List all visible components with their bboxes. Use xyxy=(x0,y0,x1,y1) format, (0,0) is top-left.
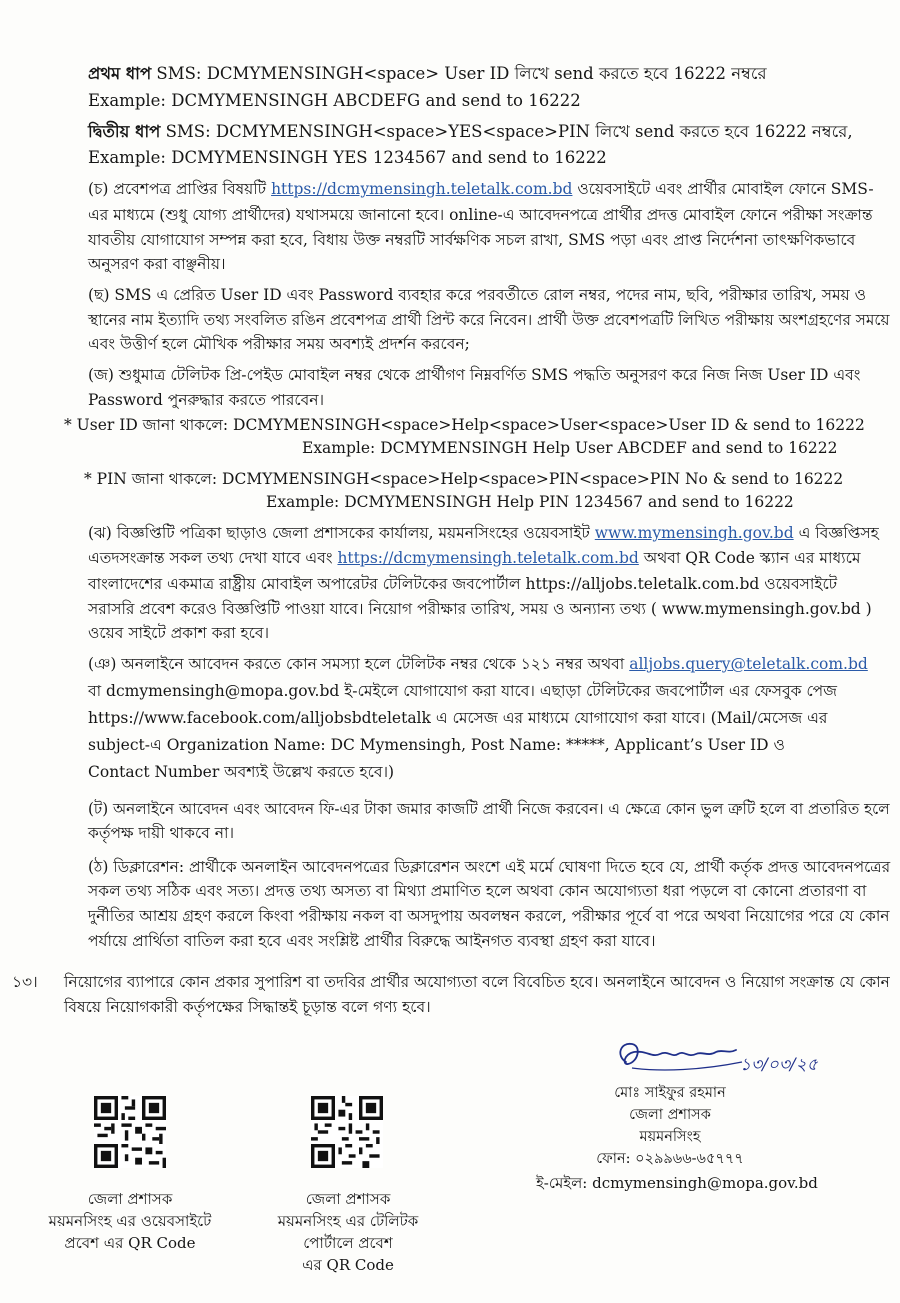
para-tha-line1: (ঠ) ডিক্লারেশন: প্রার্থীকে অনলাইন আবেদনপত্রের ডিক্লারেশন অংশে এই মর্মে ঘোষণা দিতে হবে যে, প্রার্থী কর্তৃক প্রদত্ত আবেদনপত্রের xyxy=(88,858,891,876)
qr2-caption-line3: পোর্টালে প্রবেশ xyxy=(303,1234,393,1252)
qr1-caption-line1: জেলা প্রশাসক xyxy=(87,1190,173,1208)
para-ta-line1: (ট) অনলাইনে আবেদন এবং আবেদন ফি-এর টাকা জমার কাজটি প্রার্থী নিজে করবেন। এ ক্ষেত্রে কোন ভুল ত্রুটি হলে বা প্রতারিত হলে xyxy=(88,800,890,818)
qr-code-teletalk-icon xyxy=(311,1096,383,1168)
step2-example: Example: DCMYMENSINGH YES 1234567 and send to 16222 xyxy=(88,148,607,167)
para-chha-line1: (ছ) SMS এ প্রেরিত User ID এবং Password ব্যবহার করে পরবর্তীতে রোল নম্বর, পদের নাম, ছবি, পরীক্ষার তারিখ, সময় ও xyxy=(88,286,867,304)
para-chha-line3: এবং উত্তীর্ণ হলে মৌখিক পরীক্ষার সময় অবশ্যই প্রদর্শন করবেন; xyxy=(88,335,470,353)
step1-text: SMS: DCMYMENSINGH<space> User ID লিখে send করতে হবে 16222 নম্বরে xyxy=(151,64,767,83)
qr2-caption-line4: এর QR Code xyxy=(302,1256,394,1274)
qr1-caption-line2: ময়মনসিংহ এর ওয়েবসাইটে xyxy=(48,1212,212,1230)
para-ja-line2: Password পুনরুদ্ধার করতে পারবেন। xyxy=(88,391,325,409)
qr2-caption-line2: ময়মনসিংহ এর টেলিটক xyxy=(277,1212,419,1230)
qr2-caption-line1: জেলা প্রশাসক xyxy=(305,1190,391,1208)
pin-recovery-example: Example: DCMYMENSINGH Help PIN 1234567 and send to 16222 xyxy=(266,493,794,511)
qr1-caption-line3: প্রবেশ এর QR Code xyxy=(64,1234,196,1252)
qr2-caption xyxy=(248,1188,448,1276)
pin-recovery-sms: * PIN জানা থাকলে: DCMYMENSINGH<space>Help<space>PIN<space>PIN No & send to 16222 xyxy=(84,470,844,488)
para-cha-line2: এর মাধ্যমে (শুধু যোগ্য প্রার্থীদের) যথাসময়ে জানানো হবে। online-এ আবেদনপত্রে প্রার্থীর প্রদত্ত মোবাইল ফোনে পরীক্ষা সংক্রান্ত xyxy=(88,206,873,224)
qr-code-website-icon xyxy=(94,1096,166,1168)
para-ta-line2: কর্তৃপক্ষ দায়ী থাকবে না। xyxy=(88,824,235,842)
para-nya-line1: (ঞ) অনলাইনে আবেদন করতে কোন সমস্যা হলে টেলিটক নম্বর থেকে ১২১ নম্বর অথবা alljobs.query@teletalk.com.bd xyxy=(88,655,868,673)
step1-line xyxy=(88,63,767,85)
signatory-designation: জেলা প্রশাসক xyxy=(629,1107,711,1123)
para-jha-line1: (ঝ) বিজ্ঞপ্তিটি পত্রিকা ছাড়াও জেলা প্রশাসকের কার্যালয়, ময়মনসিংহের ওয়েবসাইট www.mymensingh.gov.bd এ বিজ্ঞপ্তিসহ xyxy=(88,524,879,542)
para-jha-line2: এতদসংক্রান্ত সকল তথ্য দেখা যাবে এবং https://dcmymensingh.teletalk.com.bd অথবা QR Code স্ক্যান এর মাধ্যমে xyxy=(88,549,861,567)
para-ja-line1: (জ) শুধুমাত্র টেলিটক প্রি-পেইড মোবাইল নম্বর থেকে প্রার্থীগণ নিম্নবর্ণিত SMS পদ্ধতি অনুসরণ করে নিজ নিজ User ID এবং xyxy=(88,366,861,384)
para-jha-line5: ওয়েব সাইটে প্রকাশ করা হবে। xyxy=(88,624,270,642)
signature-date: ১৩/০৩/২৫ xyxy=(740,1055,818,1075)
para-cha-line4: অনুসরণ করা বাঞ্ছনীয়। xyxy=(88,255,226,273)
signatory-email: ই-মেইল: dcmymensingh@mopa.gov.bd xyxy=(536,1174,818,1192)
step2-line xyxy=(88,121,853,143)
para-tha-line2: সকল তথ্য সঠিক এবং সত্য। প্রদত্ত তথ্য অসত্য বা মিথ্যা প্রমাণিত হলে অথবা কোন অযোগ্যতা ধরা পড়লে বা কোনো প্রতারণা বা xyxy=(88,882,867,900)
para-nya-line3: https://www.facebook.com/alljobsbdteletalk এ মেসেজ এর মাধ্যমে যোগাযোগ করা যাবে। (Mail/মেসেজ এর xyxy=(88,709,828,727)
dc-website-link[interactable]: www.mymensingh.gov.bd xyxy=(594,524,794,542)
para-tha-line4: পর্যায়ে প্রার্থিতা বাতিল করা হবে এবং সংশ্লিষ্ট প্রার্থীর বিরুদ্ধে আইনগত ব্যবস্থা গ্রহণ করা যাবে। xyxy=(88,932,656,950)
step1-example: Example: DCMYMENSINGH ABCDEFG and send to 16222 xyxy=(88,91,581,110)
step2-heading: দ্বিতীয় ধাপ xyxy=(88,122,161,141)
para-cha-line1: (চ) প্রবেশপত্র প্রাপ্তির বিষয়টি https://dcmymensingh.teletalk.com.bd ওয়েবসাইটে এবং প্রার্থীর মোবাইল ফোনে SMS- xyxy=(88,180,874,198)
item13-line2: বিষয়ে নিয়োগকারী কর্তৃপক্ষের সিদ্ধান্তই চূড়ান্ত বলে গণ্য হবে। xyxy=(64,998,431,1016)
item13-line1: নিয়োগের ব্যাপারে কোন প্রকার সুপারিশ বা তদবির প্রার্থীর অযোগ্যতা বলে বিবেচিত হবে। অনলাইনে আবেদন ও নিয়োগ সংক্রান্ত যে কোন xyxy=(64,973,890,991)
alljobs-query-email-link[interactable]: alljobs.query@teletalk.com.bd xyxy=(629,655,868,673)
para-nya-line5: Contact Number অবশ্যই উল্লেখ করতে হবে।) xyxy=(88,763,395,781)
teletalk-portal-link[interactable]: https://dcmymensingh.teletalk.com.bd xyxy=(271,180,573,198)
para-tha-line3: দুর্নীতির আশ্রয় গ্রহণ করলে কিংবা পরীক্ষায় নকল বা অসদুপায় অবলম্বন করলে, পরীক্ষার পূর্বে বা পরে অথবা নিয়োগের পরে যে কোন xyxy=(88,907,890,925)
qr1-caption xyxy=(30,1188,230,1254)
signatory-place: ময়মনসিংহ xyxy=(639,1129,701,1145)
signature-icon xyxy=(612,1032,752,1082)
step2-text: SMS: DCMYMENSINGH<space>YES<space>PIN লিখে send করতে হবে 16222 নম্বরে, xyxy=(160,122,853,141)
para-jha-line4: সরাসরি প্রবেশ করেও বিজ্ঞপ্তিটি পাওয়া যাবে। নিয়োগ পরীক্ষার তারিখ, সময় ও অন্যান্য তথ্য ( www.mymensingh.gov.bd ) xyxy=(88,600,872,618)
step1-heading: প্রথম ধাপ xyxy=(88,64,152,83)
signature-block xyxy=(540,1082,800,1170)
para-nya-line2: বা dcmymensingh@mopa.gov.bd ই-মেইলে যোগাযোগ করা যাবে। এছাড়া টেলিটকের জবপোর্টাল এর ফেসবুক পেজ xyxy=(88,682,838,700)
signatory-name: মোঃ সাইফুর রহমান xyxy=(614,1085,726,1101)
userid-recovery-sms: * User ID জানা থাকলে: DCMYMENSINGH<space>Help<space>User<space>User ID & send to 16222 xyxy=(64,416,865,434)
item13-number: ১৩। xyxy=(12,973,38,991)
userid-recovery-example: Example: DCMYMENSINGH Help User ABCDEF and send to 16222 xyxy=(302,439,838,457)
para-jha-line3: বাংলাদেশের একমাত্র রাষ্ট্রীয় মোবাইল অপারেটর টেলিটকের জবপোর্টাল https://alljobs.teletalk.com.bd ওয়েবসাইটে xyxy=(88,575,838,593)
para-chha-line2: স্থানের নাম ইত্যাদি তথ্য সংবলিত রঙিন প্রবেশপত্র প্রার্থী প্রিন্ট করে নিবেন। প্রার্থী উক্ত প্রবেশপত্রটি লিখিত পরীক্ষায় অংশগ্রহণের সময়ে xyxy=(88,311,890,329)
para-cha-line3: যাবতীয় যোগাযোগ সম্পন্ন করা হবে, বিধায় উক্ত নম্বরটি সার্বক্ষণিক সচল রাখা, SMS পড়া এবং প্রাপ্ত নির্দেশনা তাৎক্ষণিকভাবে xyxy=(88,231,856,249)
para-nya-line4: subject-এ Organization Name: DC Mymensingh, Post Name: *****, Applicant’s User ID ও xyxy=(88,736,785,754)
teletalk-portal-link-2[interactable]: https://dcmymensingh.teletalk.com.bd xyxy=(337,549,639,567)
signatory-phone: ফোন: ০২৯৯৬৬-৬৫৭৭৭ xyxy=(596,1151,744,1167)
